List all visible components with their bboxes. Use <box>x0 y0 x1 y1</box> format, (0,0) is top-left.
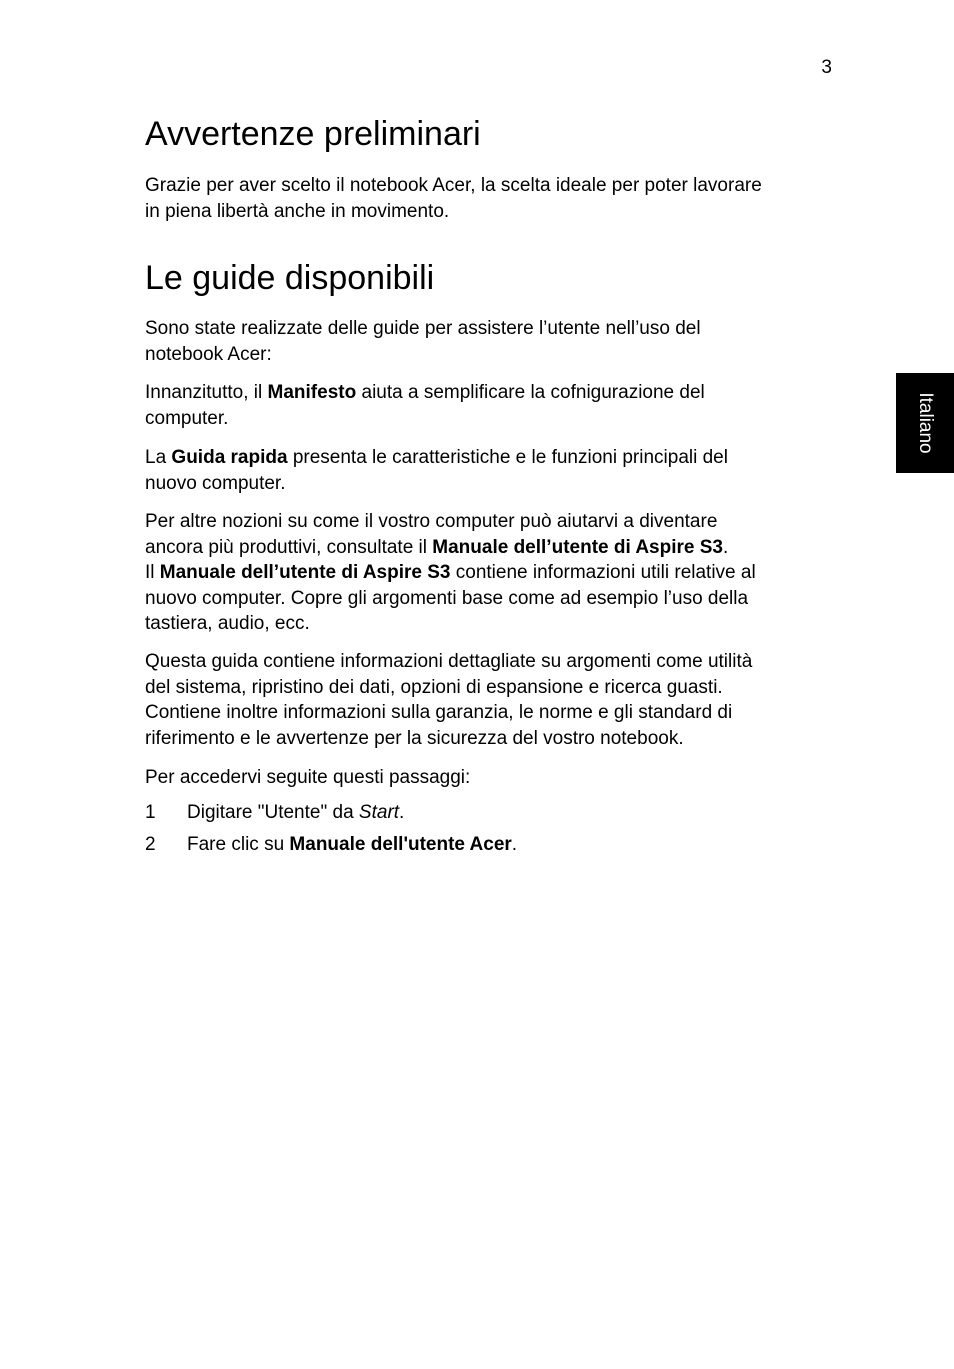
step-text <box>187 800 404 825</box>
p4-l3-post: contiene informazioni utili relative al <box>450 562 756 583</box>
p4-l3-bold: Manuale dell’utente di Aspire S3 <box>159 562 451 583</box>
guides-paragraph-manuale <box>145 509 835 637</box>
p1-line-1: Sono state realizzate delle guide per assistere l’utente nell’uso del <box>145 318 701 339</box>
step-number: 2 <box>145 834 156 855</box>
p2-bold-manifesto: Manifesto <box>267 382 357 403</box>
p3-pre: La <box>145 447 172 468</box>
p2-line-1 <box>145 380 835 406</box>
p3-line-1 <box>145 445 835 471</box>
p4-l3-pre: Il <box>145 562 160 583</box>
p4-line-4: nuovo computer. Copre gli argomenti base come ad esempio l’uso della <box>145 587 749 609</box>
step-2-bold-manuale: Manuale dell'utente Acer <box>289 834 512 855</box>
intro-line-2: in piena libertà anche in movimento. <box>145 200 450 222</box>
p4-line-2 <box>145 535 835 561</box>
p5-line-3: Contiene inoltre informazioni sulla garanzia, le norme e gli standard di <box>145 702 733 723</box>
p1-line-2: notebook Acer: <box>145 343 272 365</box>
guides-paragraph-dettagli <box>145 649 835 751</box>
p3-bold-guida-rapida: Guida rapida <box>171 447 288 468</box>
guides-paragraph-accesso: Per accedervi seguite questi passaggi: <box>145 767 471 788</box>
p3-post: presenta le caratteristiche e le funzioni principali del <box>287 447 728 468</box>
intro-line-1: Grazie per aver scelto il notebook Acer, la scelta ideale per poter lavorare <box>145 175 762 196</box>
p4-l2-post: . <box>722 536 729 558</box>
language-side-tab <box>896 373 954 473</box>
p4-line-3 <box>145 560 835 586</box>
heading-avvertenze-preliminari: Avvertenze preliminari <box>145 115 481 153</box>
guides-paragraph-guida-rapida <box>145 445 835 496</box>
step-number: 1 <box>145 802 156 823</box>
language-tab-label: Italiano <box>915 392 936 454</box>
p2-post: aiuta a semplificare la cofnigurazione del <box>356 382 705 403</box>
guides-paragraph-1 <box>145 316 835 367</box>
guides-paragraph-manifesto <box>145 380 835 431</box>
intro-paragraph <box>145 173 835 224</box>
p4-line-1: Per altre nozioni su come il vostro computer può aiutarvi a diventare <box>145 511 718 532</box>
p2-line-2: computer. <box>145 407 229 429</box>
p4-line-5: tastiera, audio, ecc. <box>145 613 310 634</box>
p4-l2-bold: Manuale dell’utente di Aspire S3 <box>432 536 723 558</box>
p3-line-2: nuovo computer. <box>145 472 286 494</box>
step-2-post: . <box>511 834 518 855</box>
p4-l2-pre: ancora più produttivi, consultate il <box>145 536 433 558</box>
page-number: 3 <box>821 57 832 78</box>
p2-pre: Innanzitutto, il <box>145 382 268 403</box>
step-1-italic-start: Start <box>358 802 400 823</box>
heading-le-guide-disponibili: Le guide disponibili <box>145 259 435 297</box>
p5-line-2: del sistema, ripristino dei dati, opzioni di espansione e ricerca guasti. <box>145 676 723 698</box>
p5-line-1: Questa guida contiene informazioni dettagliate su argomenti come utilità <box>145 651 753 672</box>
step-text <box>187 832 517 857</box>
step-2-pre: Fare clic su <box>187 834 290 855</box>
p5-line-4: riferimento e le avvertenze per la sicurezza del vostro notebook. <box>145 727 684 749</box>
step-1-pre: Digitare "Utente" da <box>187 802 359 823</box>
step-1-post: . <box>399 802 405 823</box>
